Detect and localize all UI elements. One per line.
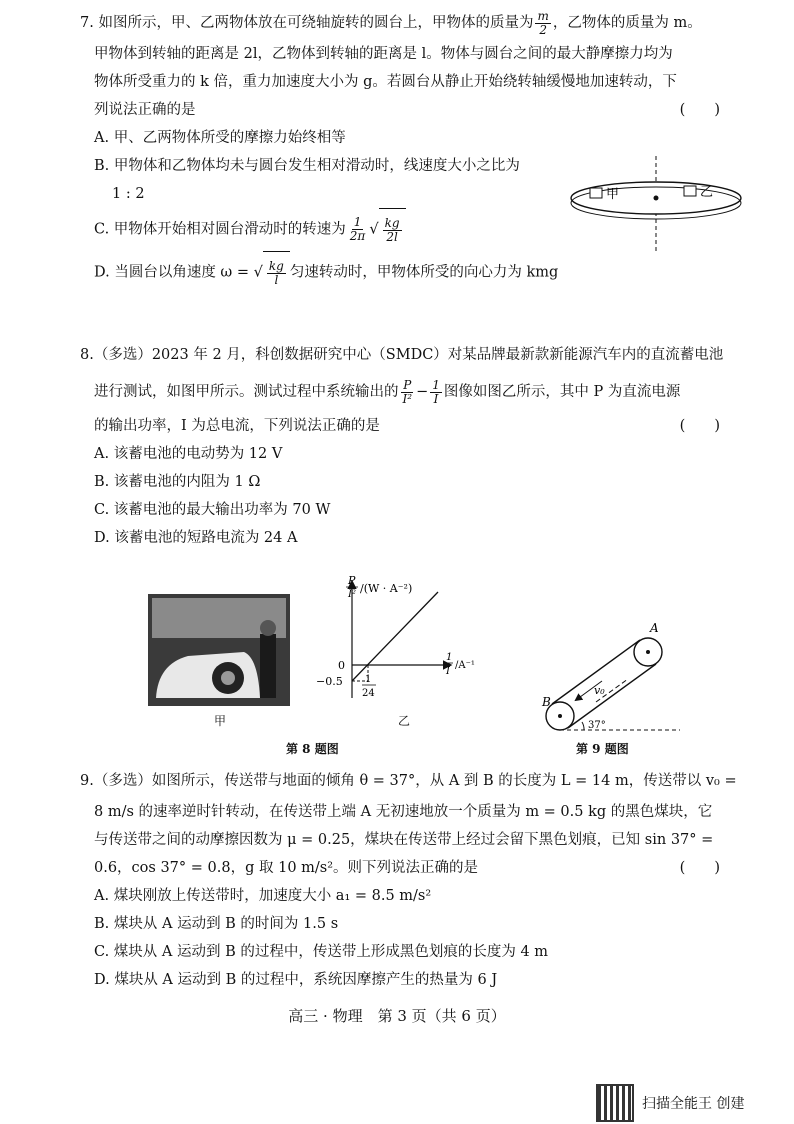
q8-answer-paren: ( ): [679, 418, 720, 434]
graph-xlabel-unit: /A⁻¹: [455, 660, 475, 671]
q7-line4: 列说法正确的是 ( ): [80, 96, 760, 124]
belt-label-b: B: [542, 695, 551, 709]
q8-option-d: D. 该蓄电池的短路电流为 24 A: [94, 530, 298, 546]
q7-option-b: B. 甲物体和乙物体均未与圆台发生相对滑动时，线速度大小之比为: [94, 158, 520, 174]
q7-line1: 7. 如图所示，甲、乙两物体放在可绕轴旋转的圆台上，甲物体的质量为 $\frac{m}{2}$ ，乙物体的质量为 m。: [80, 8, 702, 37]
q7-c-sqrt-frac: $\frac{kg}{2l}$: [384, 215, 400, 244]
q9-option-d: D. 煤块从 A 运动到 B 的过程中，系统因摩擦产生的热量为 6 J: [94, 972, 498, 988]
q8-option-a: A. 该蓄电池的电动势为 12 V: [94, 446, 283, 462]
graph-origin-label: 0: [338, 659, 345, 672]
photo-hub: [221, 671, 235, 685]
q9-line3: 与传送带之间的动摩擦因数为 μ = 0.25，煤块在传送带上经过会留下黑色划痕，已知 sin 37° =: [94, 832, 714, 848]
graph-ylabel-den: I²: [348, 589, 356, 600]
photo-person: [260, 634, 276, 698]
conveyor-belt-figure: [530, 618, 710, 738]
qr-code-icon: [596, 1084, 634, 1122]
q8-p-over-i2: $\frac{P}{\text{I²}}$: [402, 377, 413, 406]
belt-label-v0: v₀: [594, 684, 605, 697]
graph-xlabel-den: I: [446, 666, 450, 677]
scanner-label: 扫描全能王 创建: [642, 1096, 745, 1112]
q7-c-sqrt: [379, 208, 406, 251]
battery-test-photo: [148, 594, 290, 706]
object-yi-label: 乙: [700, 185, 714, 200]
q8-option-b: B. 该蓄电池的内阻为 1 Ω: [94, 474, 261, 490]
graph-xlabel-num: 1: [446, 652, 453, 663]
belt-label-angle: 37°: [588, 720, 606, 731]
graph-xint-num: 1: [365, 674, 372, 685]
graph-ylabel-num: P: [348, 574, 356, 587]
graph-yint-label: −0.5: [316, 675, 343, 688]
belt-pulley-b-center: [558, 714, 562, 718]
caption-figure-8: 第 8 题图: [286, 742, 339, 756]
q8-one-over-i: $\frac{1}{I}$: [432, 377, 440, 406]
graph-label-yi: 乙: [398, 714, 411, 728]
q8-line2: 进行测试，如图甲所示。测试过程中系统输出的 $\frac{P}{\text{I²}}$ − $\frac{1}{I}$ 图像如图乙所示，其中 P 为直流电源: [94, 377, 681, 406]
q9-option-b: B. 煤块从 A 运动到 B 的时间为 1.5 s: [94, 916, 339, 932]
q7-option-a: A. 甲、乙两物体所受的摩擦力始终相等: [94, 130, 346, 146]
q7-d-sqrt: [263, 251, 290, 294]
question-8: [80, 338, 760, 552]
q9-line4: 0.6，cos 37° = 0.8，g 取 10 m/s²。则下列说法正确的是 ( ): [80, 854, 760, 882]
q7-mass-fraction: $\frac{m}{2}$: [537, 8, 549, 37]
q7-answer-paren: ( ): [679, 102, 720, 118]
belt-label-a: A: [650, 621, 659, 635]
q7-d-sqrt-frac: $\frac{kg}{l}$: [268, 258, 284, 287]
object-jia-label: 甲: [606, 187, 620, 202]
q8-line1: 8.（多选）2023 年 2 月，科创数据研究中心（SMDC）对某品牌最新款新能源汽车内的直流蓄电池: [80, 347, 724, 363]
object-yi-block: [684, 186, 696, 196]
angle-arc: [582, 722, 584, 730]
turntable-figure: [566, 148, 756, 258]
q9-option-c: C. 煤块从 A 运动到 B 的过程中，传送带上形成黑色划痕的长度为 4 m: [94, 944, 549, 960]
q9-line1: 9.（多选）如图所示，传送带与地面的倾角 θ = 37°，从 A 到 B 的长度为 L = 14 m，传送带以 v₀ =: [80, 773, 737, 789]
q9-answer-paren: ( ): [679, 860, 720, 876]
graph-ylabel-unit: /(W · A⁻²): [360, 582, 413, 595]
p-over-i2-graph: [310, 572, 480, 742]
q9-line2: 8 m/s 的速率逆时针转动，在传送带上端 A 无初速地放一个质量为 m = 0.5 kg 的黑色煤块，它: [94, 804, 713, 820]
question-9: [80, 764, 760, 994]
object-jia-block: [590, 188, 602, 198]
belt-pulley-a-center: [646, 650, 650, 654]
photo-person-head: [260, 620, 276, 636]
scanner-watermark: [596, 1084, 744, 1122]
page-footer: 高三 · 物理 第 3 页（共 6 页）: [288, 1007, 506, 1025]
q7-option-b-cont: 1 : 2: [112, 186, 145, 202]
graph-line: [352, 592, 438, 681]
graph-xint-den: 24: [362, 688, 375, 699]
q9-option-a: A. 煤块刚放上传送带时，加速度大小 a₁ = 8.5 m/s²: [94, 888, 432, 904]
q7-option-d: D. 当圆台以角速度 ω = √ $\frac{kg}{l}$ 匀速转动时，甲物体所受的向心力为 kmg: [80, 251, 760, 294]
center-dot: [654, 196, 659, 201]
q8-line3: 的输出功率，I 为总电流，下列说法正确的是 ( ): [80, 412, 760, 440]
photo-label-jia: 甲: [214, 714, 227, 728]
q8-option-c: C. 该蓄电池的最大输出功率为 70 W: [94, 502, 331, 518]
q7-line2: 甲物体到转轴的距离是 2l，乙物体到转轴的距离是 l。物体与圆台之间的最大静摩擦力均为: [94, 46, 673, 62]
caption-figure-9: 第 9 题图: [576, 742, 629, 756]
q7-option-c: C. 甲物体开始相对圆台滑动时的转速为 $\frac{1}{2\pi}$ √ $\frac{kg}{2l}$: [80, 208, 760, 251]
q7-line3: 物体所受重力的 k 倍，重力加速度大小为 g。若圆台从静止开始绕转轴缓慢地加速转动，下: [94, 74, 677, 90]
q7-c-fraction: $\frac{1}{2\pi}$: [349, 215, 366, 243]
